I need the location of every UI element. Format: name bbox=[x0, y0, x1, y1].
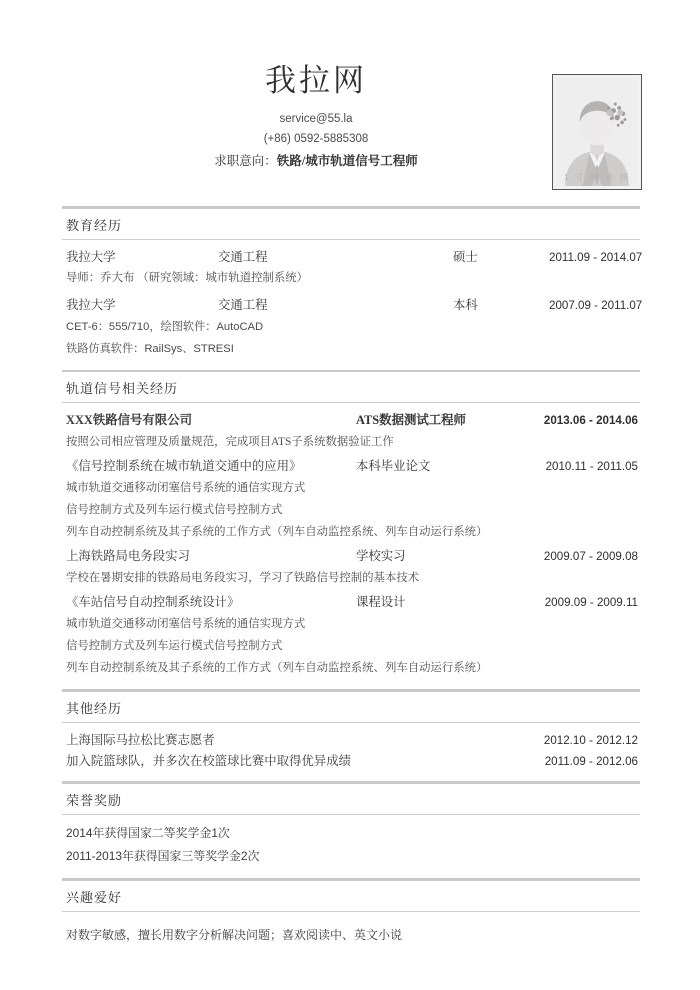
section-body-interests bbox=[62, 912, 640, 953]
experience-org: XXX铁路信号有限公司 bbox=[66, 413, 192, 428]
section-education bbox=[62, 206, 643, 366]
experience-detail: 列车自动控制系统及其子系统的工作方式（列车自动监控系统、列车自动运行系统） bbox=[66, 526, 488, 539]
experience-date: 2010.11 - 2011.05 bbox=[545, 460, 638, 474]
experience-detail: 信号控制方式及列车运行模式信号控制方式 bbox=[66, 639, 283, 652]
honor-line: 2011-2013年获得国家三等奖学金2次 bbox=[66, 849, 260, 864]
resume-header bbox=[62, 62, 640, 202]
section-honors bbox=[62, 781, 640, 874]
experience-date: 2009.09 - 2009.11 bbox=[544, 596, 638, 610]
experience-org: 上海铁路局电务段实习 bbox=[66, 549, 190, 564]
section-interests bbox=[62, 878, 640, 952]
other-text: 加入院篮球队，并多次在校篮球比赛中取得优异成绩 bbox=[66, 753, 351, 768]
experience-detail: 学校在暑期安排的铁路局电务段实习，学习了铁路信号控制的基本技术 bbox=[66, 572, 420, 584]
education-degree: 硕士 bbox=[453, 249, 478, 264]
experience-detail: 按照公司相应管理及质量规范，完成项目ATS子系统数据验证工作 bbox=[66, 436, 394, 449]
contact-email: service@55.la bbox=[279, 112, 353, 125]
section-body-honors bbox=[62, 815, 640, 874]
experience-entry-row bbox=[66, 546, 638, 567]
education-detail: 铁路仿真软件：RailSys、STRESI bbox=[66, 342, 234, 355]
job-objective bbox=[62, 150, 570, 174]
other-date: 2011.09 - 2012.06 bbox=[544, 754, 638, 768]
experience-entry-row bbox=[66, 410, 638, 431]
experience-role: 学校实习 bbox=[356, 549, 406, 564]
education-major: 交通工程 bbox=[218, 298, 268, 313]
experience-detail: 列车自动控制系统及其子系统的工作方式（列车自动监控系统、列车自动运行系统） bbox=[66, 662, 488, 675]
education-detail: CET-6：555/710，绘图软件：AutoCAD bbox=[66, 321, 264, 334]
section-title-other: 其他经历 bbox=[66, 700, 123, 716]
section-title-honors: 荣誉奖励 bbox=[66, 792, 123, 808]
experience-org: 《车站信号自动控制系统设计》 bbox=[66, 595, 240, 610]
section-body-rail-signal bbox=[62, 403, 640, 685]
education-degree: 本科 bbox=[453, 298, 478, 313]
other-date: 2012.10 - 2012.12 bbox=[543, 733, 638, 747]
experience-date: 2013.06 - 2014.06 bbox=[543, 414, 638, 428]
section-title-interests: 兴趣爱好 bbox=[66, 889, 123, 905]
experience-detail: 城市轨道交通移动闭塞信号系统的通信实现方式 bbox=[66, 481, 306, 494]
section-body-education bbox=[62, 240, 643, 366]
job-objective-label: 求职意向： bbox=[214, 154, 277, 168]
experience-entry-row bbox=[66, 456, 638, 477]
other-entry-row bbox=[66, 751, 638, 772]
experience-date: 2009.07 - 2009.08 bbox=[543, 550, 638, 564]
experience-role: ATS数据测试工程师 bbox=[356, 413, 466, 428]
education-detail: 导师：乔大布 （研究领域：城市轨道控制系统） bbox=[66, 272, 309, 285]
page-title: 我拉网 bbox=[265, 63, 367, 98]
experience-role: 课程设计 bbox=[356, 595, 406, 610]
photo-frame bbox=[552, 74, 642, 190]
section-title-rail-signal: 轨道信号相关经历 bbox=[66, 381, 179, 397]
other-text: 上海国际马拉松比赛志愿者 bbox=[66, 732, 215, 747]
education-org: 我拉大学 bbox=[66, 249, 116, 264]
experience-org: 《信号控制系统在城市轨道交通中的应用》 bbox=[66, 459, 302, 474]
experience-entry-row bbox=[66, 592, 638, 613]
interest-line: 对数字敏感，擅长用数字分析解决问题；喜欢阅读中、英文小说 bbox=[66, 927, 403, 942]
education-date: 2011.09 - 2014.07 bbox=[549, 250, 643, 264]
section-body-other bbox=[62, 723, 640, 778]
portrait-silhouette-icon bbox=[556, 78, 638, 186]
section-title-education: 教育经历 bbox=[66, 217, 123, 233]
education-org: 我拉大学 bbox=[66, 298, 116, 313]
experience-detail: 城市轨道交通移动闭塞信号系统的通信实现方式 bbox=[66, 617, 306, 630]
honor-line: 2014年获得国家二等奖学金1次 bbox=[66, 825, 230, 840]
experience-role: 本科毕业论文 bbox=[356, 459, 431, 474]
other-entry-row bbox=[66, 730, 638, 751]
section-rail-signal bbox=[62, 370, 640, 685]
section-other-experience bbox=[62, 689, 640, 777]
education-major: 交通工程 bbox=[218, 249, 268, 264]
education-entry-row bbox=[66, 247, 643, 268]
education-date: 2007.09 - 2011.07 bbox=[549, 299, 643, 313]
contact-phone: (+86) 0592-5885308 bbox=[263, 132, 369, 145]
photo-caption: 1 寸 职 业 照 bbox=[563, 172, 631, 182]
education-entry-row bbox=[66, 295, 643, 316]
experience-detail: 信号控制方式及列车运行模式信号控制方式 bbox=[66, 504, 283, 517]
job-objective-value: 铁路/城市轨道信号工程师 bbox=[276, 154, 418, 168]
